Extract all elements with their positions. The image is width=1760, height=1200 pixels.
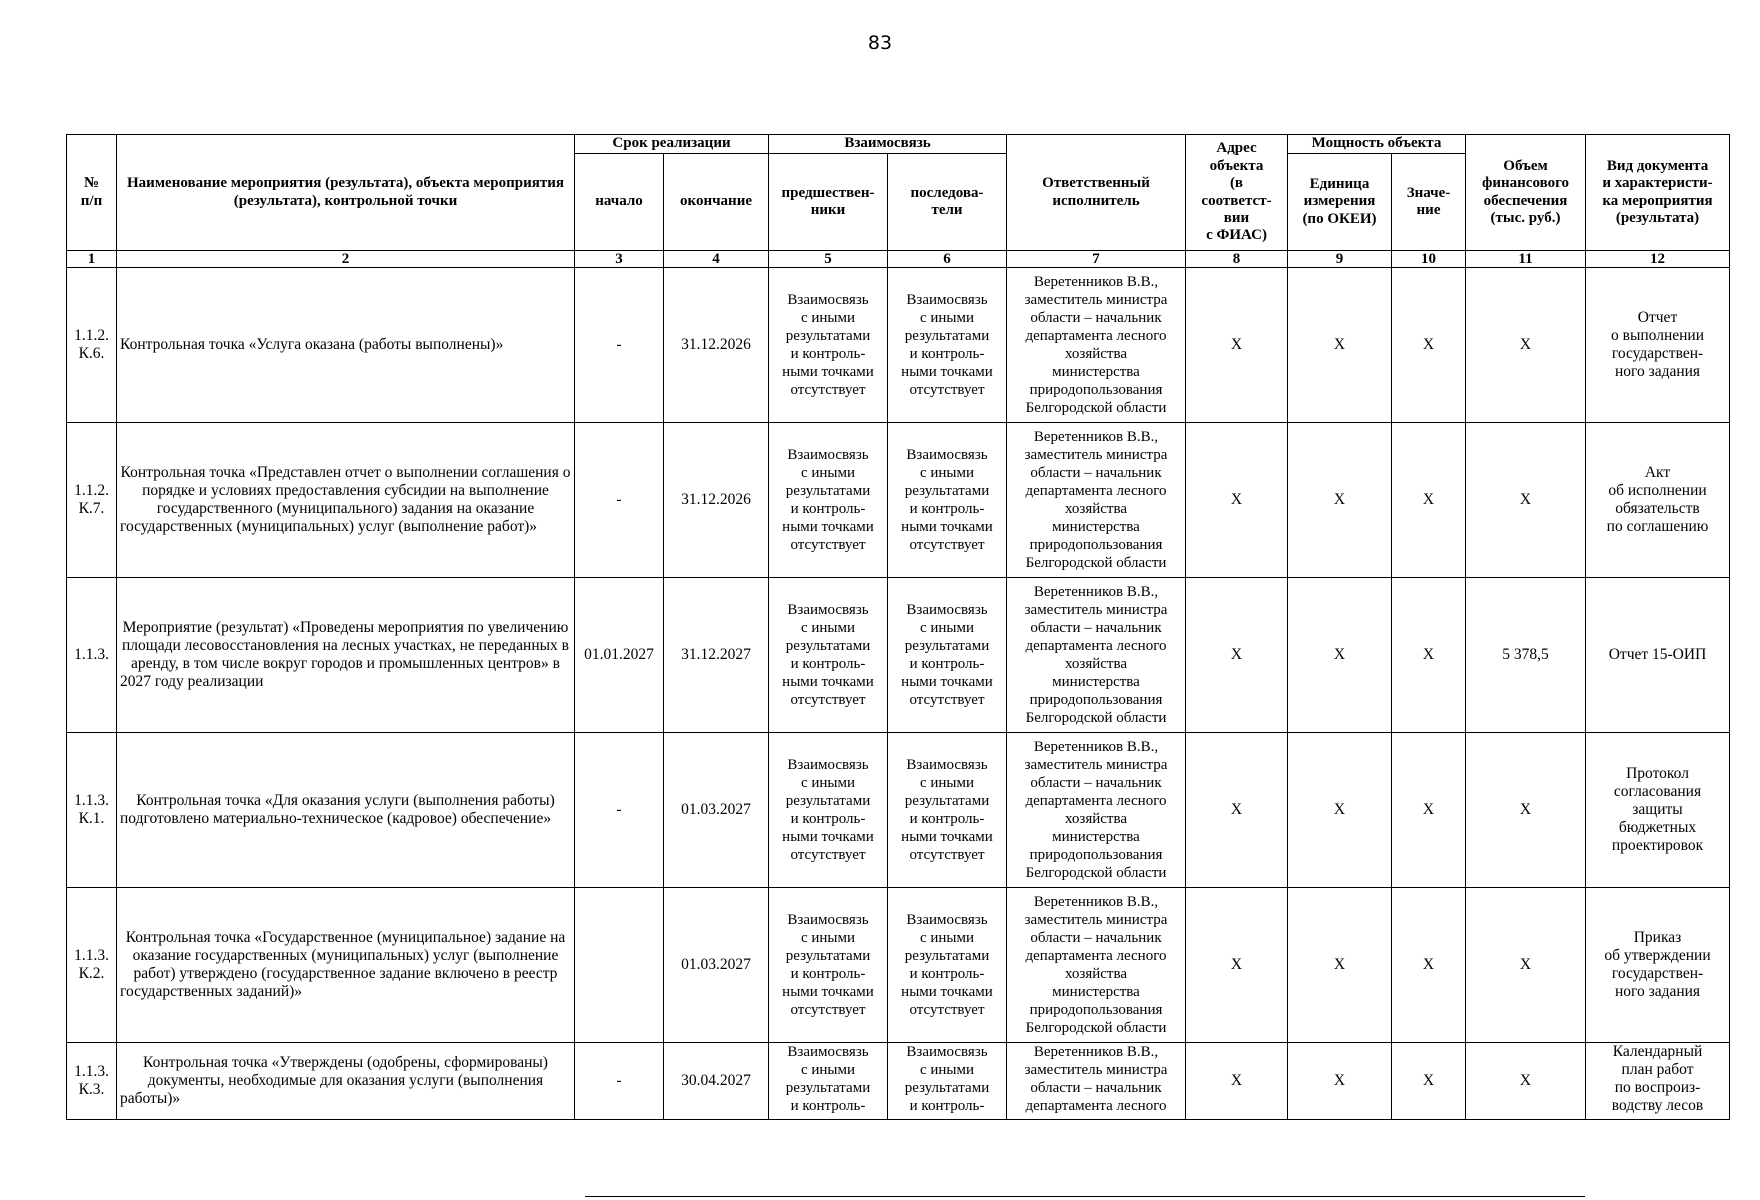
row-start-date: 01.01.2027 [575,578,664,733]
row-unit: X [1288,268,1392,423]
row-value: X [1392,733,1466,888]
row-value: X [1392,1043,1466,1120]
row-start-date: - [575,268,664,423]
row-name: Контрольная точка «Услуга оказана (работы выполнены)» [117,268,575,423]
header-link-group: Взаимосвязь [769,135,1007,154]
page-number: 83 [867,32,893,54]
row-predecessors: Взаимосвязь с иными результатами и контроль- ными точками отсутствует [769,888,888,1043]
row-number: 1.1.3. К.1. [67,733,117,888]
header-link-prev: предшествен- ники [769,154,888,251]
column-number: 10 [1392,251,1466,268]
row-name: Контрольная точка «Утверждены (одобрены, сформированы) документы, необходимые для оказания услуги (выполнения работы)» [117,1043,575,1120]
row-name: Контрольная точка «Государственное (муниципальное) задание на оказание государственных (муниципальных) услуг (выполнение работ) утверждено (государственное задание включено в реестр государственных заданий)» [117,888,575,1043]
row-successors: Взаимосвязь с иными результатами и контроль- ными точками отсутствует [888,733,1007,888]
row-doc-type: Приказ об утверждении государствен- ного задания [1586,888,1730,1043]
column-number: 11 [1466,251,1586,268]
row-end-date: 01.03.2027 [664,888,769,1043]
row-doc-type: Отчет о выполнении государствен- ного задания [1586,268,1730,423]
table-body [67,268,1730,1120]
row-predecessors: Взаимосвязь с иными результатами и контроль- ными точками отсутствует [769,268,888,423]
implementation-plan-table [66,134,1730,1120]
row-start-date [575,888,664,1043]
row-predecessors: Взаимосвязь с иными результатами и контроль- ными точками отсутствует [769,423,888,578]
row-unit: X [1288,733,1392,888]
bottom-divider [585,1196,1585,1197]
table-row [67,733,1730,888]
row-responsible: Веретенников В.В., заместитель министра области – начальник департамента лесного хозяйства министерства природопользования Белгородской области [1007,578,1186,733]
header-number: № п/п [67,135,117,251]
header-name: Наименование мероприятия (результата), объекта мероприятия (результата), контрольной точки [117,135,575,251]
row-start-date: - [575,1043,664,1120]
row-successors: Взаимосвязь с иными результатами и контроль- ными точками отсутствует [888,888,1007,1043]
row-doc-type: Отчет 15-ОИП [1586,578,1730,733]
table-row [67,1043,1730,1120]
header-doc-type: Вид документа и характеристи- ка мероприятия (результата) [1586,135,1730,251]
row-address: X [1186,268,1288,423]
table-row [67,888,1730,1043]
row-number: 1.1.3. [67,578,117,733]
row-doc-type: Календарный план работ по воспроиз- водству лесов [1586,1043,1730,1120]
row-funding: 5 378,5 [1466,578,1586,733]
row-unit: X [1288,888,1392,1043]
row-predecessors: Взаимосвязь с иными результатами и контроль- ными точками отсутствует [769,733,888,888]
row-start-date: - [575,423,664,578]
row-doc-type: Протокол согласования защиты бюджетных проектировок [1586,733,1730,888]
column-numbers-row [67,251,1730,268]
row-funding: X [1466,423,1586,578]
row-start-date: - [575,733,664,888]
row-address: X [1186,423,1288,578]
row-number: 1.1.2. К.6. [67,268,117,423]
column-number: 8 [1186,251,1288,268]
row-number: 1.1.2. К.7. [67,423,117,578]
row-value: X [1392,268,1466,423]
row-successors: Взаимосвязь с иными результатами и контроль- [888,1043,1007,1120]
row-end-date: 31.12.2026 [664,268,769,423]
table-row [67,268,1730,423]
header-unit: Единица измерения (по ОКЕИ) [1288,154,1392,251]
row-funding: X [1466,1043,1586,1120]
header-term-group: Срок реализации [575,135,769,154]
column-number: 12 [1586,251,1730,268]
column-number: 1 [67,251,117,268]
column-number: 3 [575,251,664,268]
row-end-date: 31.12.2026 [664,423,769,578]
column-number: 2 [117,251,575,268]
header-capacity-group: Мощность объекта [1288,135,1466,154]
row-responsible: Веретенников В.В., заместитель министра области – начальник департамента лесного хозяйства министерства природопользования Белгородской области [1007,733,1186,888]
column-number: 6 [888,251,1007,268]
row-unit: X [1288,578,1392,733]
column-number: 4 [664,251,769,268]
row-predecessors: Взаимосвязь с иными результатами и контроль- ными точками отсутствует [769,578,888,733]
row-funding: X [1466,268,1586,423]
row-unit: X [1288,1043,1392,1120]
row-number: 1.1.3. К.3. [67,1043,117,1120]
table-row [67,423,1730,578]
row-name: Мероприятие (результат) «Проведены мероприятия по увеличению площади лесовосстановления на лесных участках, не переданных в аренду, в том числе вокруг городов и промышленных центров» в 2027 году реализации [117,578,575,733]
row-funding: X [1466,733,1586,888]
row-end-date: 01.03.2027 [664,733,769,888]
row-value: X [1392,423,1466,578]
header-link-next: последова- тели [888,154,1007,251]
column-number: 5 [769,251,888,268]
column-number: 9 [1288,251,1392,268]
row-end-date: 30.04.2027 [664,1043,769,1120]
column-number: 7 [1007,251,1186,268]
header-value: Значе- ние [1392,154,1466,251]
row-responsible: Веретенников В.В., заместитель министра области – начальник департамента лесного хозяйства министерства природопользования Белгородской области [1007,888,1186,1043]
row-funding: X [1466,888,1586,1043]
row-responsible: Веретенников В.В., заместитель министра области – начальник департамента лесного хозяйства министерства природопользования Белгородской области [1007,423,1186,578]
row-unit: X [1288,423,1392,578]
row-address: X [1186,1043,1288,1120]
row-number: 1.1.3. К.2. [67,888,117,1043]
row-value: X [1392,888,1466,1043]
header-term-start: начало [575,154,664,251]
header-funding: Объем финансового обеспечения (тыс. руб.) [1466,135,1586,251]
table-row [67,578,1730,733]
row-successors: Взаимосвязь с иными результатами и контроль- ными точками отсутствует [888,268,1007,423]
row-responsible: Веретенников В.В., заместитель министра области – начальник департамента лесного [1007,1043,1186,1120]
row-address: X [1186,578,1288,733]
header-responsible: Ответственный исполнитель [1007,135,1186,251]
row-address: X [1186,888,1288,1043]
row-successors: Взаимосвязь с иными результатами и контроль- ными точками отсутствует [888,578,1007,733]
row-predecessors: Взаимосвязь с иными результатами и контроль- [769,1043,888,1120]
row-successors: Взаимосвязь с иными результатами и контроль- ными точками отсутствует [888,423,1007,578]
row-name: Контрольная точка «Для оказания услуги (выполнения работы) подготовлено материально-техническое (кадровое) обеспечение» [117,733,575,888]
header-term-end: окончание [664,154,769,251]
row-address: X [1186,733,1288,888]
row-end-date: 31.12.2027 [664,578,769,733]
row-responsible: Веретенников В.В., заместитель министра области – начальник департамента лесного хозяйства министерства природопользования Белгородской области [1007,268,1186,423]
row-doc-type: Акт об исполнении обязательств по соглашению [1586,423,1730,578]
row-value: X [1392,578,1466,733]
header-address: Адрес объекта (в соответст- вии с ФИАС) [1186,135,1288,251]
row-name: Контрольная точка «Представлен отчет о выполнении соглашения о порядке и условиях предоставления субсидии на выполнение государственного (муниципального) задания на оказание государственных (муниципальных) услуг (выполнение работ)» [117,423,575,578]
